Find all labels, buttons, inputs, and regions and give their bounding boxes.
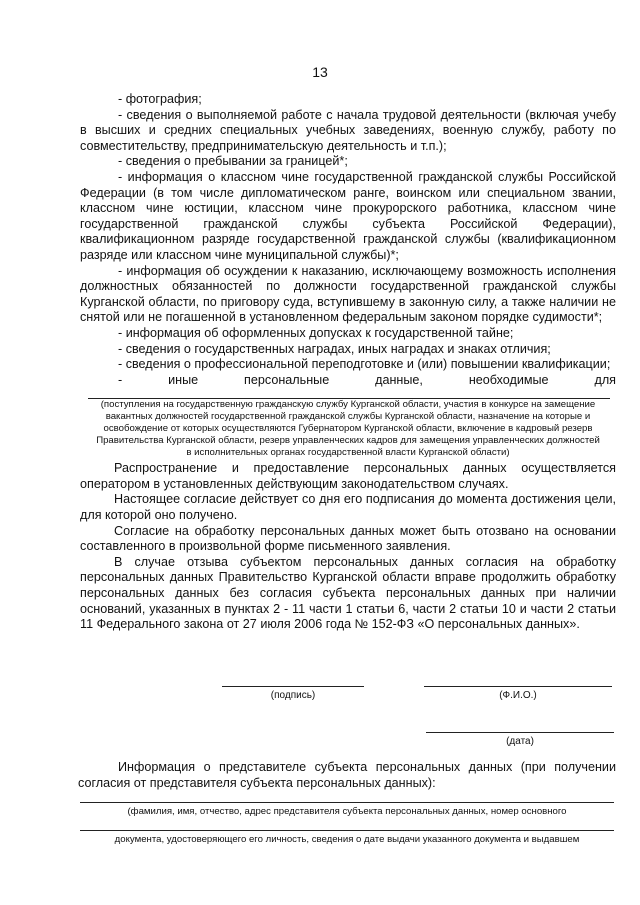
list-item-work-history: - сведения о выполняемой работе с начала трудовой деятельности (включая учебу в высших и средних специальных учебных заведениях, военную службу, работу по совместительству, предпринимательскую деятельность и т.п.); [80,107,616,153]
signature-line [222,686,364,687]
representative-line-1 [80,802,614,803]
paragraph-revocation-case: В случае отзыва субъектом персональных данных согласия на обработку персональных данных Правительство Курганской области вправе продолжить обработку персональных данных без согласия субъекта персональных данных при наличии оснований, указанных в пунктах 2 - 11 части 1 статьи 6, части 2 статьи 10 и части 2 статьи 11 Федерального закона от 27 июля 2006 года № 152-ФЗ «О персональных данных». [80,554,616,632]
list-item-state-secret: - информация об оформленных допусках к государственной тайне; [118,325,514,340]
representative-caption-2: документа, удостоверяющего его личность, сведения о дате выдачи указанного документа и выдавшем [114,834,580,845]
list-item-retraining: - сведения о профессиональной переподготовке и (или) повышении квалификации; [118,357,611,372]
date-caption: (дата) [506,736,534,747]
list-item-awards: - сведения о государственных наградах, иных наградах и знаках отличия; [118,341,551,356]
paragraph-validity: Настоящее согласие действует со дня его подписания до момента достижения цели, для которой оно получено. [80,492,616,523]
paragraph-distribution: Распространение и предоставление персональных данных осуществляется оператором в установленных действующим законодательством случаях. [80,461,616,491]
list-item-class-rank: - информация о классном чине государственной гражданской службы Российской Федерации (в том числе дипломатическом ранге, воинском или специальном звании, классном чине юстиции, классном чине прокурорского работника, классном чине государственной гражданской службы субъекта Российской Федерации), квалификационном разряде государственной гражданской службы (квалификационном разряде или классном чине муниципальной службы)*; [80,169,616,262]
representative-block [78,760,616,791]
representative-line-2 [80,830,614,831]
representative-heading: Информация о представителе субъекта персональных данных (при получении согласия от представителя субъекта персональных данных): [78,760,616,790]
list-item-other-data: - иные персональные данные, необходимые для [118,372,616,387]
paragraph-revocation: Согласие на обработку персональных данных может быть отозвано на основании составленного в произвольной форме письменного заявления. [80,523,616,554]
name-caption: (Ф.И.О.) [499,690,537,701]
list-item-abroad: - сведения о пребывании за границей*; [118,154,348,169]
name-line [424,686,612,687]
signature-caption: (подпись) [270,690,316,701]
consent-body [80,92,616,633]
representative-caption-1: (фамилия, имя, отчество, адрес представителя субъекта персональных данных, номер основного [127,806,567,817]
list-item-photo: - фотография; [118,92,202,106]
page-number: 13 [312,64,328,80]
list-item-conviction: - информация об осуждении к наказанию, исключающему возможность исполнения должностных обязанностей по должности государственной гражданской службы Курганской области, по приговору суда, вступившему в законную силу, а также наличии не снятой или не погашенной в установленном федеральным законом порядке судимости*; [80,263,616,325]
date-line [426,732,614,733]
purpose-caption: (поступления на государственную гражданскую службу Курганской области, участия в конкурсе на замещение вакантных должностей государственной гражданской службы Курганской области, назначение на которые и освобождение от которых осуществляются Губернатором Курганской области, включение в кадровый резерв Правительства Курганской области, резерв управленческих кадров для замещения управленческих должностей в исполнительных органах государственной власти Курганской области) [96,399,600,459]
